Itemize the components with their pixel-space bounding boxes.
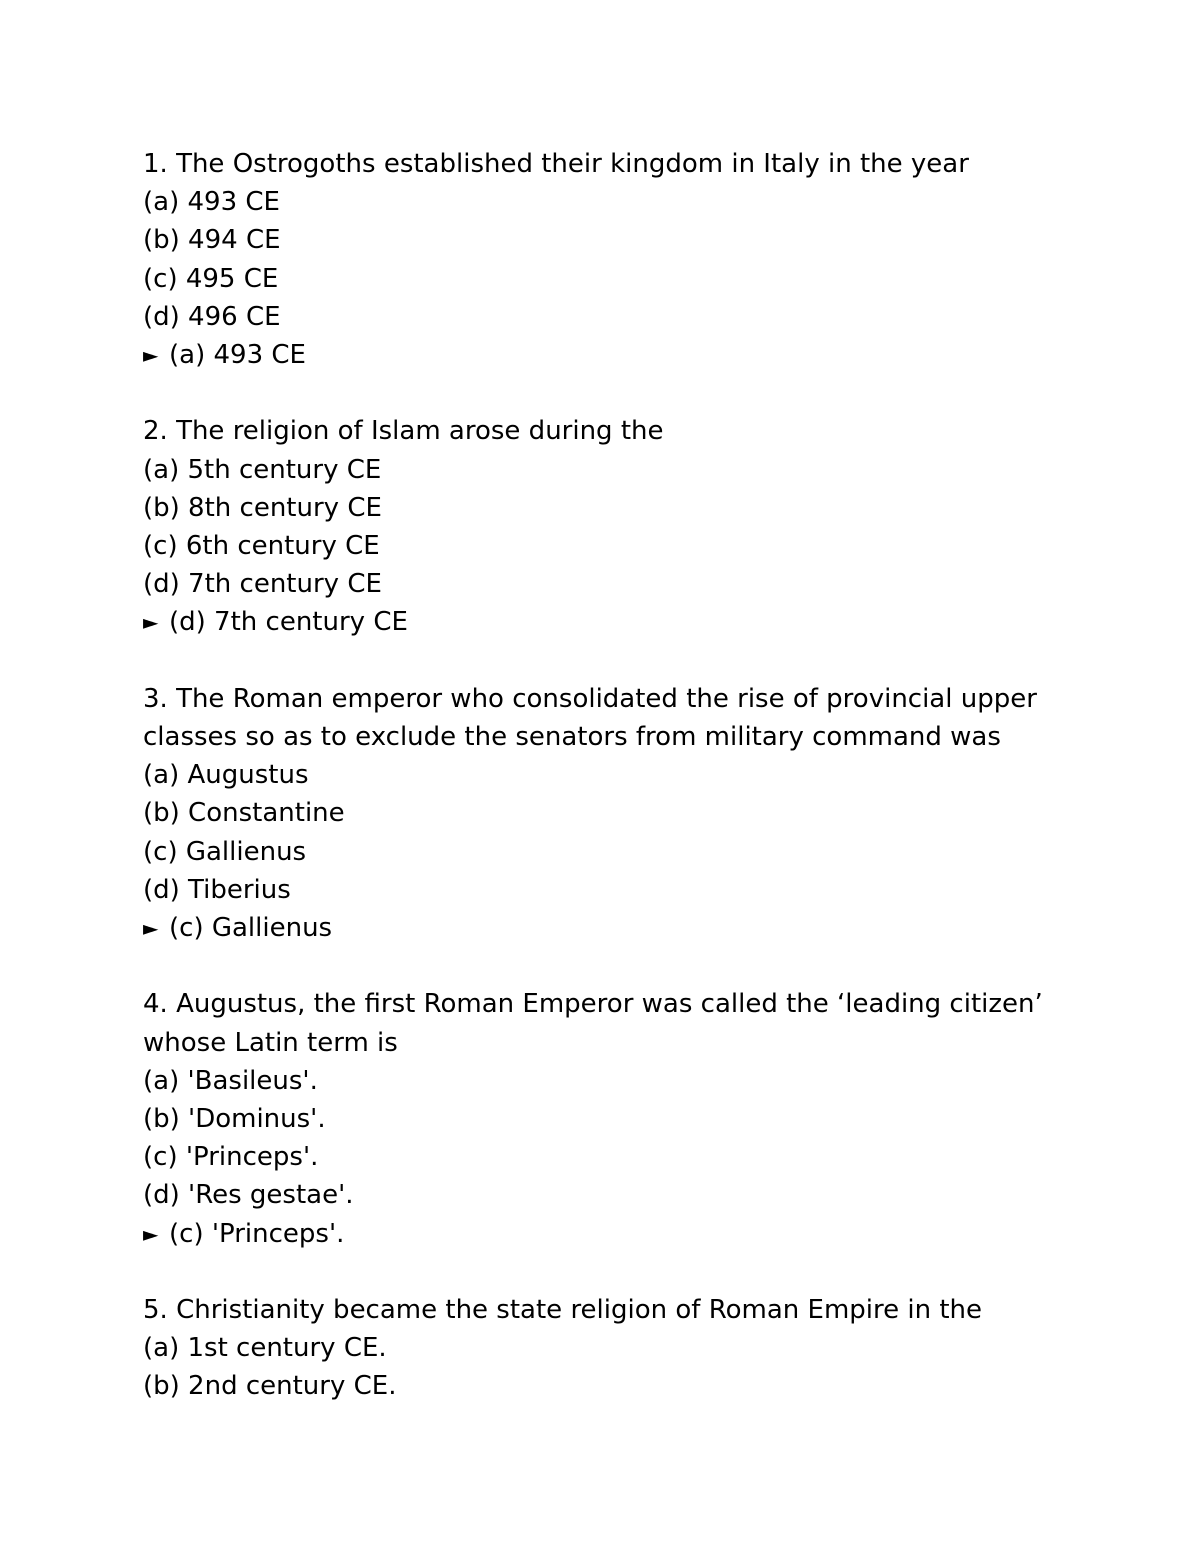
question-3 xyxy=(143,680,1153,947)
answer-arrow-icon: ► xyxy=(143,1221,159,1246)
option-b: (b) 8th century CE xyxy=(143,492,382,523)
option-d: (d) 496 CE xyxy=(143,301,281,332)
question-stem xyxy=(143,145,1153,183)
answer-text: (c) Gallienus xyxy=(169,913,333,944)
option-a: (a) 5th century CE xyxy=(143,454,382,485)
answer-text: (c) 'Princeps'. xyxy=(169,1218,345,1249)
option-d: (d) 7th century CE xyxy=(143,569,382,600)
question-stem xyxy=(143,1291,1153,1329)
option-a: (a) 'Basileus'. xyxy=(143,1065,318,1096)
option-d: (d) 'Res gestae'. xyxy=(143,1180,354,1211)
quiz-document xyxy=(143,145,1153,1444)
option-b: (b) 2nd century CE. xyxy=(143,1371,397,1402)
question-stem xyxy=(143,680,1153,756)
question-text: 5. Christianity became the state religion of Roman Empire in the xyxy=(143,1295,983,1326)
option-c: (c) 495 CE xyxy=(143,263,279,294)
question-1 xyxy=(143,145,1153,374)
question-text: 1. The Ostrogoths established their kingdom in Italy in the year xyxy=(143,149,969,179)
answer-text: (a) 493 CE xyxy=(169,340,306,371)
option-d: (d) Tiberius xyxy=(143,874,291,905)
question-4 xyxy=(143,985,1153,1252)
option-c: (c) 'Princeps'. xyxy=(143,1142,319,1173)
option-a: (a) Augustus xyxy=(143,760,309,791)
question-5 xyxy=(143,1291,1153,1406)
answer-arrow-icon: ► xyxy=(143,610,159,635)
question-text: 4. Augustus, the first Roman Emperor was called the ‘leading citizen’ xyxy=(143,989,1043,1020)
option-a: (a) 493 CE xyxy=(143,187,280,218)
answer-arrow-icon: ► xyxy=(143,916,159,941)
option-b: (b) Constantine xyxy=(143,798,345,829)
answer-text: (d) 7th century CE xyxy=(169,607,408,638)
option-a: (a) 1st century CE. xyxy=(143,1333,387,1364)
option-b: (b) 'Dominus'. xyxy=(143,1104,326,1135)
question-text: 3. The Roman emperor who consolidated the rise of provincial upper xyxy=(143,683,1037,714)
question-text-continued: classes so as to exclude the senators from military command was xyxy=(143,722,1001,753)
option-c: (c) 6th century CE xyxy=(143,531,380,562)
answer-line xyxy=(143,1215,1153,1253)
question-text-continued: whose Latin term is xyxy=(143,1027,398,1058)
answer-line xyxy=(143,603,1153,641)
option-c: (c) Gallienus xyxy=(143,836,307,867)
question-2 xyxy=(143,412,1153,641)
question-text: 2. The religion of Islam arose during the xyxy=(143,416,664,447)
answer-arrow-icon: ► xyxy=(143,343,159,368)
question-stem xyxy=(143,985,1153,1061)
option-b: (b) 494 CE xyxy=(143,225,281,256)
answer-line xyxy=(143,909,1153,947)
question-stem xyxy=(143,412,1153,450)
answer-line xyxy=(143,336,1153,374)
